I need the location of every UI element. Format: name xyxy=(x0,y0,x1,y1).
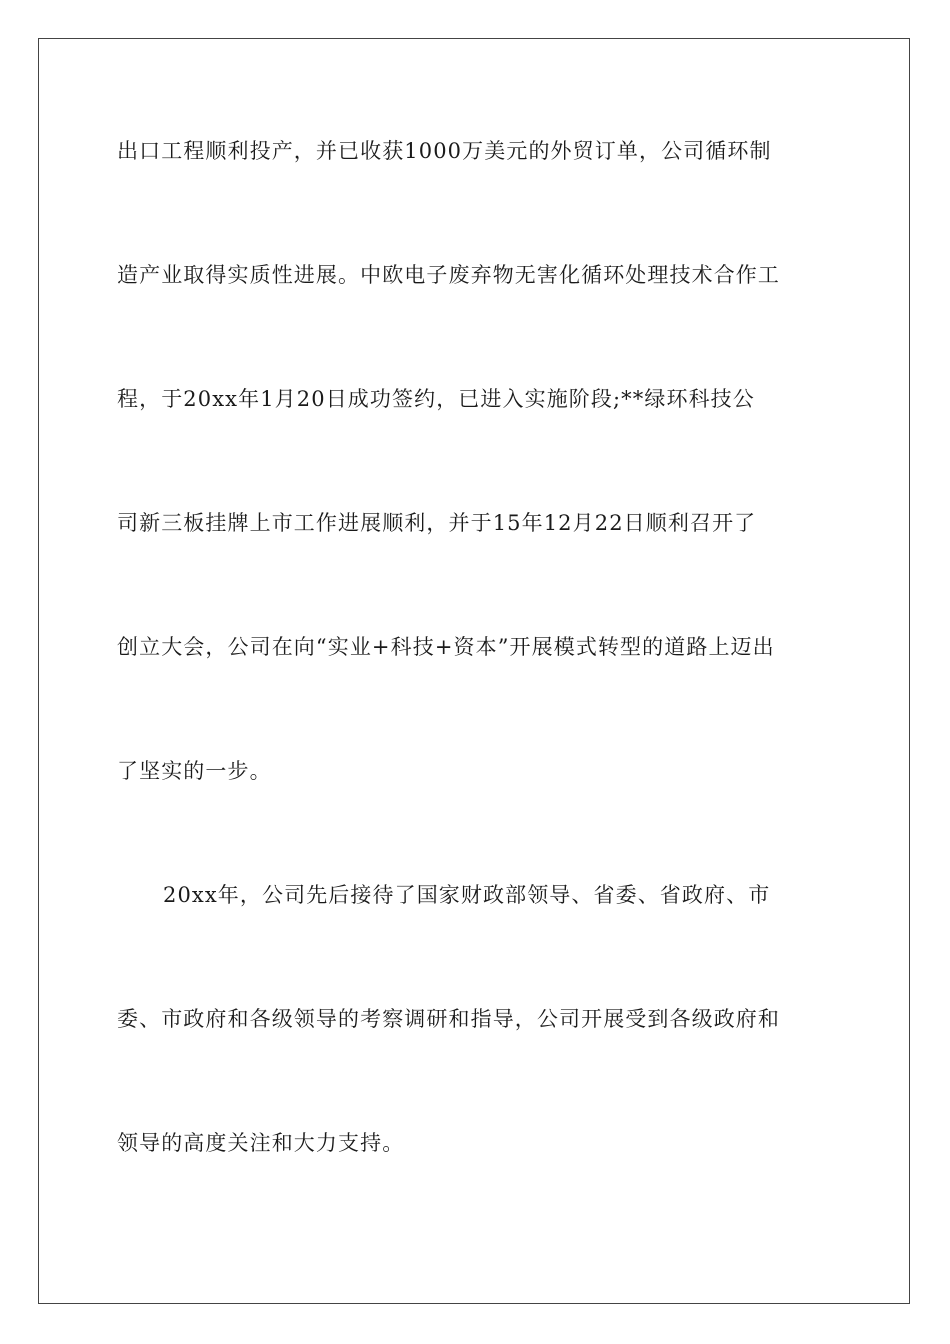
text-line: 造产业取得实质性进展。中欧电子废弃物无害化循环处理技术合作工 xyxy=(117,263,780,287)
text-line: 创立大会，公司在向“实业+科技+资本”开展模式转型的道路上迈出 xyxy=(117,635,775,659)
page-border xyxy=(38,38,910,1304)
text-line: 程，于20xx年1月20日成功签约，已进入实施阶段;**绿环科技公 xyxy=(117,387,755,411)
text-line: 司新三板挂牌上市工作进展顺利，并于15年12月22日顺利召开了 xyxy=(117,511,757,535)
text-line: 委、市政府和各级领导的考察调研和指导，公司开展受到各级政府和 xyxy=(117,1007,780,1031)
text-line: 了坚实的一步。 xyxy=(117,759,272,783)
text-line: 出口工程顺利投产，并已收获1000万美元的外贸订单，公司循环制 xyxy=(117,139,772,163)
text-line: 领导的高度关注和大力支持。 xyxy=(117,1131,405,1155)
text-line: 20xx年，公司先后接待了国家财政部领导、省委、省政府、市 xyxy=(163,883,771,907)
